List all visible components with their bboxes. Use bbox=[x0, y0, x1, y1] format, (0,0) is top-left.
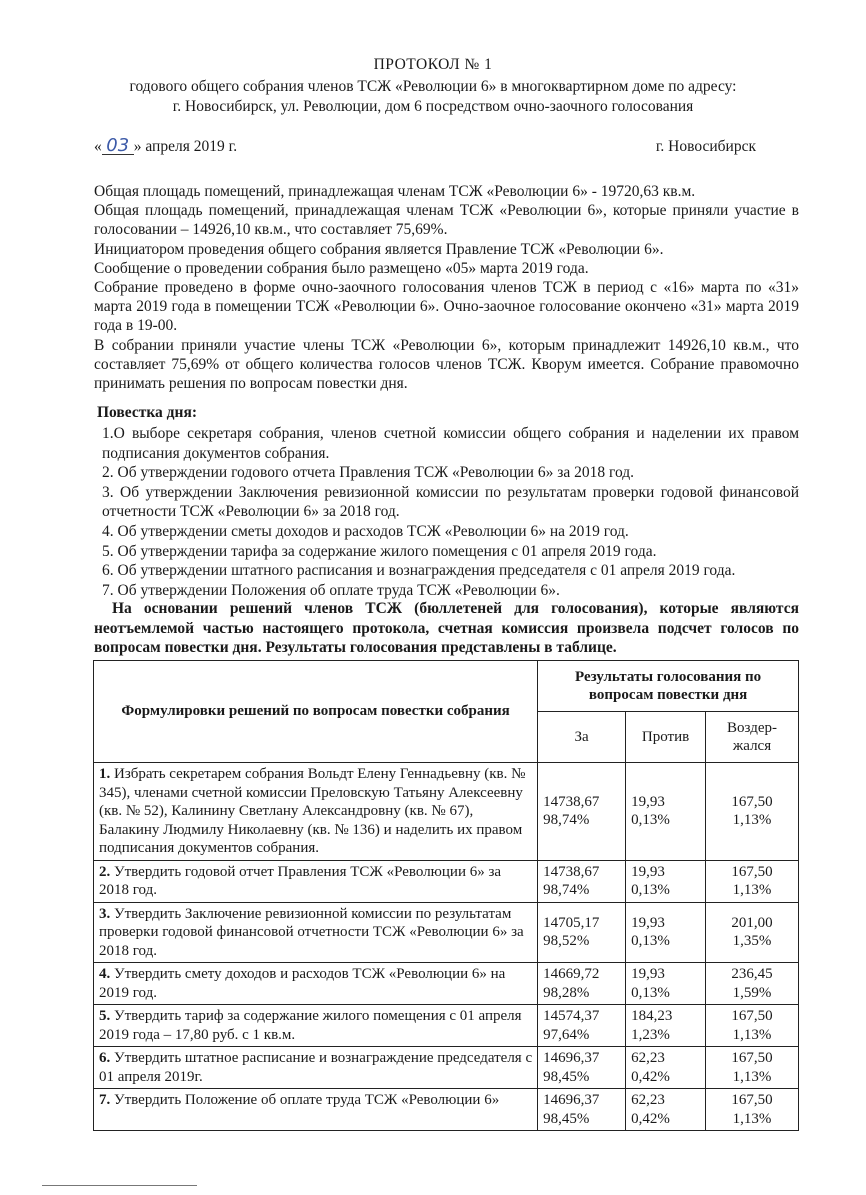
votes-against-percent: 0,13% bbox=[631, 812, 670, 829]
votes-against-value: 19,93 bbox=[631, 914, 665, 931]
table-row bbox=[94, 1005, 799, 1047]
votes-abstain bbox=[706, 902, 799, 963]
votes-abstain-percent: 1,13% bbox=[732, 1068, 772, 1085]
decision-text bbox=[94, 1005, 538, 1047]
header-results: Результаты голосования по вопросам повестки дня bbox=[538, 661, 799, 712]
votes-for bbox=[538, 1005, 626, 1047]
intro-paragraph: Общая площадь помещений, принадлежащая членам ТСЖ «Революции 6» - 19720,63 кв.м. bbox=[94, 183, 696, 200]
votes-abstain-percent: 1,13% bbox=[732, 1110, 772, 1127]
votes-for-percent: 98,28% bbox=[543, 984, 590, 1001]
votes-abstain-percent: 1,13% bbox=[732, 882, 772, 898]
table-row bbox=[94, 1047, 799, 1089]
date-open-quote: « bbox=[94, 138, 102, 155]
decision-number: 2. bbox=[99, 863, 111, 880]
votes-against-value: 62,23 bbox=[631, 1092, 665, 1108]
votes-against-value: 19,93 bbox=[631, 793, 665, 810]
agenda-item: 4. Об утверждении сметы доходов и расходов ТСЖ «Революции 6» на 2019 год. bbox=[102, 522, 629, 540]
votes-for-value: 14669,72 bbox=[543, 966, 600, 982]
votes-for bbox=[538, 763, 626, 861]
agenda-item: 5. Об утверждении тарифа за содержание жилого помещения с 01 апреля 2019 года. bbox=[102, 542, 657, 560]
agenda-item: 1.О выборе секретаря собрания, членов счетной комиссии общего собрания и наделении их правом подписания документов собрания. bbox=[102, 425, 799, 462]
votes-against-percent: 0,13% bbox=[631, 882, 670, 898]
decision-text bbox=[94, 1089, 538, 1131]
votes-against-value: 184,23 bbox=[631, 1008, 673, 1024]
footer-rule bbox=[42, 1185, 197, 1186]
votes-for-percent: 97,64% bbox=[543, 1026, 590, 1043]
votes-for-value: 14738,67 bbox=[543, 863, 600, 880]
decision-text bbox=[94, 902, 538, 963]
votes-for-value: 14705,17 bbox=[543, 914, 600, 931]
decision-body: Утвердить Положение об оплате труда ТСЖ «Революции 6» bbox=[110, 1092, 500, 1108]
votes-against-value: 62,23 bbox=[631, 1050, 665, 1066]
votes-for bbox=[538, 1089, 626, 1131]
table-row bbox=[94, 763, 799, 861]
votes-against bbox=[626, 763, 706, 861]
intro-paragraph: В собрании приняли участие члены ТСЖ «Революции 6», которым принадлежит 14926,10 кв.м., что составляет 75,69% от общего количества голосов членов ТСЖ. Кворум имеется. Собрание правомочно принимать решения по вопросам повестки дня. bbox=[94, 336, 799, 393]
table-row bbox=[94, 902, 799, 963]
votes-abstain-value: 167,50 bbox=[731, 1092, 773, 1108]
city-label: г. Новосибирск bbox=[655, 138, 756, 155]
votes-against-percent: 0,13% bbox=[631, 984, 670, 1001]
protocol-subtitle-1: годового общего собрания членов ТСЖ «Революции 6» в многоквартирном доме по адресу: bbox=[129, 78, 737, 95]
decision-number: 7. bbox=[99, 1092, 111, 1108]
intro-paragraph: Общая площадь помещений, принадлежащая членам ТСЖ «Революции 6», которые приняли участие в голосовании – 14926,10 кв.м., что составляет 75,69%. bbox=[94, 202, 799, 239]
votes-abstain-value: 167,50 bbox=[731, 1008, 773, 1024]
protocol-subtitle-2: г. Новосибирск, ул. Революции, дом 6 посредством очно-заочного голосования bbox=[172, 98, 694, 115]
header-against: Против bbox=[626, 712, 706, 763]
decision-text bbox=[94, 1047, 538, 1089]
intro-paragraph: Сообщение о проведении собрания было размещено «05» марта 2019 года. bbox=[94, 259, 589, 277]
table-row bbox=[94, 860, 799, 902]
votes-abstain-percent: 1,13% bbox=[732, 812, 772, 829]
votes-for bbox=[538, 902, 626, 963]
votes-against bbox=[626, 1005, 706, 1047]
votes-for-percent: 98,74% bbox=[543, 882, 590, 898]
votes-for-value: 14738,67 bbox=[543, 793, 600, 810]
votes-against-percent: 1,23% bbox=[631, 1026, 670, 1043]
votes-abstain-value: 167,50 bbox=[731, 1050, 773, 1066]
decision-number: 4. bbox=[99, 966, 111, 982]
decision-number: 6. bbox=[99, 1050, 111, 1066]
votes-against-value: 19,93 bbox=[631, 863, 665, 880]
decision-number: 1. bbox=[99, 766, 111, 782]
votes-abstain bbox=[706, 963, 799, 1005]
votes-against-value: 19,93 bbox=[631, 966, 665, 982]
votes-abstain-value: 201,00 bbox=[731, 914, 773, 931]
votes-abstain bbox=[706, 860, 799, 902]
votes-abstain bbox=[706, 1089, 799, 1131]
table-header-row bbox=[94, 661, 799, 712]
agenda-item: 2. Об утверждении годового отчета Правления ТСЖ «Революции 6» за 2018 год. bbox=[102, 464, 635, 482]
decision-number: 5. bbox=[99, 1008, 111, 1024]
decision-body: Утвердить штатное расписание и вознаграждение председателя с 01 апреля 2019г. bbox=[99, 1050, 533, 1085]
votes-against-percent: 0,42% bbox=[631, 1068, 670, 1085]
conclusion-paragraph: На основании решений членов ТСЖ (бюллетеней для голосования), которые являются неотъемлемой частью настоящего протокола, счетная комиссия произвела подсчет голосов по вопросам повестки дня. Результаты голосования представлены в таблице. bbox=[94, 600, 799, 656]
agenda-item: 6. Об утверждении штатного расписания и вознаграждения председателя с 01 апреля 2019 года. bbox=[102, 562, 736, 580]
decision-number: 3. bbox=[99, 905, 111, 922]
votes-for bbox=[538, 860, 626, 902]
table-row bbox=[94, 1089, 799, 1131]
decision-text bbox=[94, 860, 538, 902]
agenda-list bbox=[102, 424, 799, 600]
votes-abstain bbox=[706, 1047, 799, 1089]
votes-for-percent: 98,45% bbox=[543, 1068, 590, 1085]
votes-for bbox=[538, 1047, 626, 1089]
results-table bbox=[93, 660, 799, 1131]
votes-against bbox=[626, 1047, 706, 1089]
agenda-item: 7. Об утверждении Положения об оплате труда ТСЖ «Революции 6». bbox=[102, 581, 560, 599]
votes-against-percent: 0,13% bbox=[631, 933, 670, 950]
votes-abstain-value: 167,50 bbox=[731, 793, 773, 810]
votes-against bbox=[626, 1089, 706, 1131]
votes-against bbox=[626, 902, 706, 963]
votes-abstain-percent: 1,59% bbox=[732, 984, 772, 1001]
votes-abstain-value: 236,45 bbox=[731, 966, 773, 982]
votes-against bbox=[626, 963, 706, 1005]
decision-body: Избрать секретарем собрания Вольдт Елену Геннадьевну (кв. № 345), членами счетной комиссии Преловскую Татьяну Алексеевну (кв. № 52), Калинину Светлану Александровну (кв. № 67), Балакину Людмилу Николаевну (кв. № 136) и наделить их правом подписания документов собрания. bbox=[99, 766, 526, 856]
decision-body: Утвердить Заключение ревизионной комиссии по результатам проверки годовой финансовой отчетности ТСЖ «Революции 6» за 2018 год. bbox=[99, 905, 524, 959]
intro-text bbox=[94, 182, 799, 393]
date-rest: » апреля 2019 г. bbox=[133, 138, 238, 155]
intro-paragraph: Собрание проведено в форме очно-заочного голосования членов ТСЖ в период с «16» марта по «31» марта 2019 года в помещении ТСЖ «Революции 6». Очно-заочное голосование окончено «31» марта 2019 года в 19-00. bbox=[94, 279, 799, 335]
decision-text bbox=[94, 763, 538, 861]
agenda-item: 3. Об утверждении Заключения ревизионной комиссии по результатам проверки годовой финансовой отчетности ТСЖ «Революции 6» за 2018 год. bbox=[102, 483, 799, 521]
votes-for-value: 14696,37 bbox=[543, 1092, 600, 1108]
header-for: За bbox=[538, 712, 626, 763]
votes-abstain-percent: 1,35% bbox=[732, 933, 772, 950]
votes-against bbox=[626, 860, 706, 902]
votes-for-percent: 98,74% bbox=[543, 812, 590, 829]
header-formulations: Формулировки решений по вопросам повестки собрания bbox=[94, 661, 538, 763]
votes-for-percent: 98,52% bbox=[543, 933, 590, 950]
votes-for-value: 14574,37 bbox=[543, 1008, 600, 1024]
handwritten-day: 03 bbox=[102, 138, 134, 155]
decision-body: Утвердить смету доходов и расходов ТСЖ «Революции 6» на 2019 год. bbox=[99, 966, 506, 1001]
votes-for-value: 14696,37 bbox=[543, 1050, 600, 1066]
votes-abstain-percent: 1,13% bbox=[732, 1026, 772, 1043]
votes-abstain bbox=[706, 1005, 799, 1047]
agenda-heading: Повестка дня: bbox=[97, 404, 197, 421]
header-abstain: Воздер-жался bbox=[706, 712, 799, 763]
votes-abstain bbox=[706, 763, 799, 861]
votes-for bbox=[538, 963, 626, 1005]
table-row bbox=[94, 963, 799, 1005]
votes-against-percent: 0,42% bbox=[631, 1110, 670, 1127]
date-line bbox=[94, 135, 756, 156]
decision-body: Утвердить тариф за содержание жилого помещения с 01 апреля 2019 года – 17,80 руб. с 1 кв.м. bbox=[99, 1008, 522, 1043]
protocol-title: ПРОТОКОЛ № 1 bbox=[373, 56, 493, 73]
decision-text bbox=[94, 963, 538, 1005]
intro-paragraph: Инициатором проведения общего собрания является Правление ТСЖ «Революции 6». bbox=[94, 240, 664, 258]
votes-abstain-value: 167,50 bbox=[731, 863, 773, 880]
decision-body: Утвердить годовой отчет Правления ТСЖ «Революции 6» за 2018 год. bbox=[99, 863, 502, 898]
votes-for-percent: 98,45% bbox=[543, 1110, 590, 1127]
